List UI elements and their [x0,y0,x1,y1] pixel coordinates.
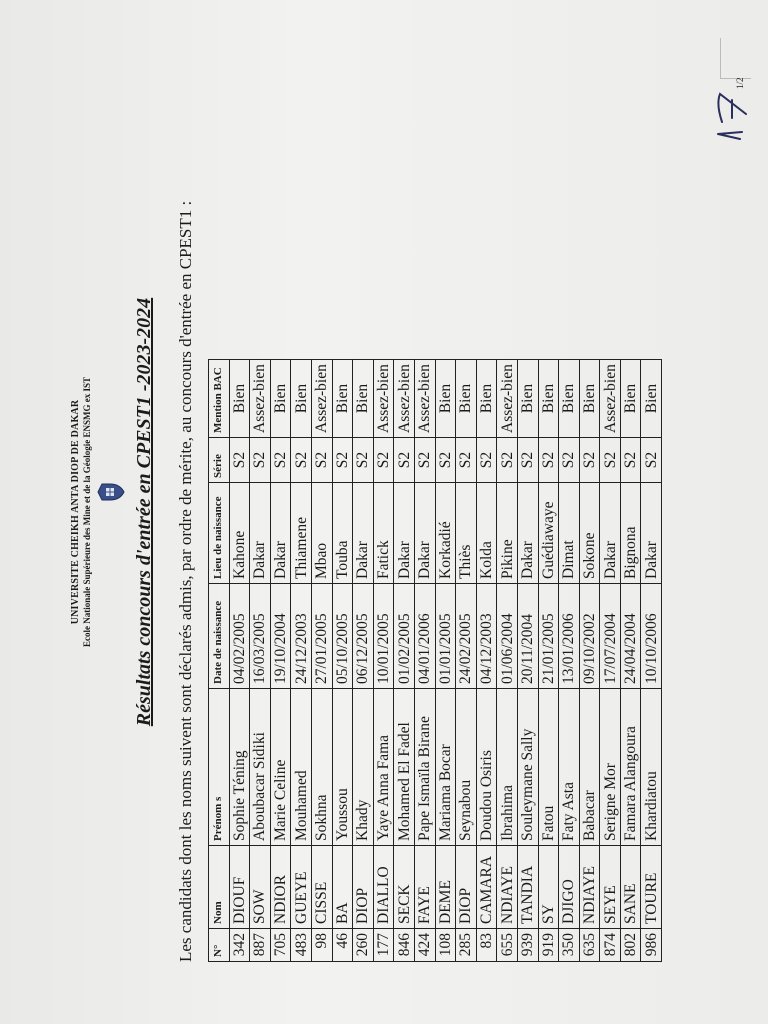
cell-number: 887 [250,929,271,962]
cell-date-naissance: 04/01/2006 [414,584,435,689]
cell-lieu-naissance: Dakar [250,483,271,584]
cell-serie: S2 [291,438,312,483]
cell-mention: Bien [517,360,538,438]
university-name: UNIVERSITE CHEIKH ANTA DIOP DE DAKAR [70,399,81,625]
cell-date-naissance: 16/03/2005 [250,584,271,689]
cell-prenoms: Seynabou [456,689,477,846]
cell-number: 285 [456,929,477,962]
cell-number: 919 [538,929,559,962]
cell-nom: SANE [620,846,641,929]
table-row [332,360,353,962]
cell-serie: S2 [517,438,538,483]
results-table [208,359,662,962]
cell-prenoms: Khardiatou [641,689,662,846]
cell-lieu-naissance: Fatick [373,483,394,584]
cell-mention: Assez-bien [394,360,415,438]
cell-number: 177 [373,929,394,962]
cell-lieu-naissance: Bignona [620,483,641,584]
cell-prenoms: Doudou Osiris [476,689,497,846]
cell-prenoms: Faty Asta [559,689,580,846]
cell-number: 635 [579,929,600,962]
document-title: Résultats concours d'entrée en CPEST1 -2023-2024 [133,297,155,727]
cell-number: 350 [559,929,580,962]
cell-mention: Bien [291,360,312,438]
cell-prenoms: Mariama Bocar [435,689,456,846]
cell-mention: Bien [229,360,250,438]
cell-lieu-naissance: Dakar [641,483,662,584]
cell-serie: S2 [270,438,291,483]
cell-date-naissance: 13/01/2006 [559,584,580,689]
cell-mention: Assez-bien [311,360,332,438]
cell-prenoms: Sokhna [311,689,332,846]
cell-prenoms: Souleymane Sally [517,689,538,846]
table-row [559,360,580,962]
col-header-nom: Nom [209,846,230,929]
cell-prenoms: Mohamed El Fadel [394,689,415,846]
cell-serie: S2 [332,438,353,483]
col-header-date-naissance: Date de naissance [209,584,230,689]
cell-mention: Bien [332,360,353,438]
cell-serie: S2 [229,438,250,483]
cell-serie: S2 [620,438,641,483]
page-number: 1/2 [735,77,745,89]
cell-lieu-naissance: Korkadié [435,483,456,584]
cell-date-naissance: 01/02/2005 [394,584,415,689]
cell-number: 939 [517,929,538,962]
cell-serie: S2 [456,438,477,483]
table-row [435,360,456,962]
cell-nom: CISSE [311,846,332,929]
table-row [600,360,621,962]
table-row [229,360,250,962]
cell-mention: Bien [435,360,456,438]
cell-lieu-naissance: Dakar [394,483,415,584]
university-logo-icon [96,480,126,504]
cell-date-naissance: 27/01/2005 [311,584,332,689]
table-row [394,360,415,962]
col-header-mention-bac: Mention BAC [209,360,230,438]
cell-number: 260 [353,929,374,962]
table-row [620,360,641,962]
cell-number: 483 [291,929,312,962]
table-row [579,360,600,962]
table-row [456,360,477,962]
cell-lieu-naissance: Dimat [559,483,580,584]
table-row [291,360,312,962]
cell-date-naissance: 01/01/2005 [435,584,456,689]
cell-mention: Bien [476,360,497,438]
cell-lieu-naissance: Guédiawaye [538,483,559,584]
table-row [476,360,497,962]
table-row [373,360,394,962]
cell-lieu-naissance: Pikine [497,483,518,584]
cell-lieu-naissance: Kolda [476,483,497,584]
cell-date-naissance: 01/06/2004 [497,584,518,689]
cell-prenoms: Mouhamed [291,689,312,846]
cell-prenoms: Ibrahima [497,689,518,846]
cell-nom: SEYE [600,846,621,929]
cell-nom: FAYE [414,846,435,929]
cell-prenoms: Famara Alangoura [620,689,641,846]
school-name: Ecole Nationale Supérieure des Mine et de la Géologie ENSMG ex IST [82,376,92,648]
cell-serie: S2 [559,438,580,483]
handwritten-mark [710,54,750,144]
cell-date-naissance: 04/12/2003 [476,584,497,689]
table-row [538,360,559,962]
cell-nom: SOW [250,846,271,929]
cell-prenoms: Serigne Mor [600,689,621,846]
cell-number: 705 [270,929,291,962]
cell-mention: Bien [641,360,662,438]
cell-number: 846 [394,929,415,962]
cell-date-naissance: 04/02/2005 [229,584,250,689]
table-row [414,360,435,962]
cell-serie: S2 [250,438,271,483]
cell-serie: S2 [353,438,374,483]
cell-lieu-naissance: Mbao [311,483,332,584]
cell-mention: Assez-bien [497,360,518,438]
cell-prenoms: Marie Celine [270,689,291,846]
cell-prenoms: Aboubacar Sidiki [250,689,271,846]
cell-date-naissance: 05/10/2005 [332,584,353,689]
cell-date-naissance: 09/10/2002 [579,584,600,689]
cell-number: 83 [476,929,497,962]
col-header-lieu-naissance: Lieu de naissance [209,483,230,584]
cell-prenoms: Sophie Téning [229,689,250,846]
table-row [250,360,271,962]
cell-nom: DIOUF [229,846,250,929]
cell-serie: S2 [538,438,559,483]
cell-serie: S2 [394,438,415,483]
cell-prenoms: Khady [353,689,374,846]
cell-number: 342 [229,929,250,962]
cell-nom: DJIGO [559,846,580,929]
cell-mention: Bien [353,360,374,438]
cell-number: 108 [435,929,456,962]
cell-number: 46 [332,929,353,962]
cell-prenoms: Youssou [332,689,353,846]
table-row [311,360,332,962]
cell-mention: Assez-bien [600,360,621,438]
cell-nom: NDIOR [270,846,291,929]
cell-nom: SECK [394,846,415,929]
cell-number: 874 [600,929,621,962]
cell-date-naissance: 10/01/2005 [373,584,394,689]
cell-number: 802 [620,929,641,962]
cell-lieu-naissance: Sokone [579,483,600,584]
cell-mention: Bien [559,360,580,438]
cell-date-naissance: 21/01/2005 [538,584,559,689]
cell-date-naissance: 20/11/2004 [517,584,538,689]
cell-number: 986 [641,929,662,962]
cell-nom: DIALLO [373,846,394,929]
table-row [353,360,374,962]
cell-lieu-naissance: Dakar [270,483,291,584]
cell-nom: CAMARA [476,846,497,929]
table-row [517,360,538,962]
cell-mention: Bien [456,360,477,438]
cell-lieu-naissance: Touba [332,483,353,584]
cell-serie: S2 [414,438,435,483]
table-row [641,360,662,962]
cell-number: 424 [414,929,435,962]
cell-nom: TANDIA [517,846,538,929]
cell-date-naissance: 19/10/2004 [270,584,291,689]
cell-number: 98 [311,929,332,962]
cell-date-naissance: 10/10/2006 [641,584,662,689]
cell-serie: S2 [373,438,394,483]
cell-serie: S2 [497,438,518,483]
cell-serie: S2 [311,438,332,483]
table-header-row [209,360,230,962]
cell-nom: DIOP [353,846,374,929]
cell-nom: DEME [435,846,456,929]
col-header-serie: Série [209,438,230,483]
cell-serie: S2 [600,438,621,483]
cell-mention: Assez-bien [414,360,435,438]
cell-serie: S2 [641,438,662,483]
intro-text: Les candidats dont les noms suivent sont déclarés admis, par ordre de mérite, au concours d'entrée en CPEST1 : [176,200,195,962]
cell-date-naissance: 06/12/2005 [353,584,374,689]
col-header-prenoms: Prénom s [209,689,230,846]
table-row [270,360,291,962]
cell-lieu-naissance: Thiès [456,483,477,584]
col-header-number: N° [209,929,230,962]
cell-lieu-naissance: Dakar [414,483,435,584]
cell-date-naissance: 17/07/2004 [600,584,621,689]
cell-mention: Bien [538,360,559,438]
cell-nom: DIOP [456,846,477,929]
cell-prenoms: Pape Ismaïla Birane [414,689,435,846]
cell-lieu-naissance: Kahone [229,483,250,584]
table-row [497,360,518,962]
cell-date-naissance: 24/02/2005 [456,584,477,689]
cell-mention: Bien [620,360,641,438]
cell-nom: NDIAYE [579,846,600,929]
cell-serie: S2 [476,438,497,483]
cell-serie: S2 [579,438,600,483]
cell-mention: Assez-bien [250,360,271,438]
cell-date-naissance: 24/04/2004 [620,584,641,689]
cell-nom: GUEYE [291,846,312,929]
cell-mention: Assez-bien [373,360,394,438]
cell-prenoms: Fatou [538,689,559,846]
cell-lieu-naissance: Dakar [517,483,538,584]
cell-nom: TOURE [641,846,662,929]
cell-mention: Bien [579,360,600,438]
cell-mention: Bien [270,360,291,438]
cell-prenoms: Babacar [579,689,600,846]
cell-lieu-naissance: Thiamene [291,483,312,584]
cell-date-naissance: 24/12/2003 [291,584,312,689]
cell-number: 655 [497,929,518,962]
cell-lieu-naissance: Dakar [600,483,621,584]
cell-nom: NDIAYE [497,846,518,929]
cell-nom: SY [538,846,559,929]
cell-serie: S2 [435,438,456,483]
cell-lieu-naissance: Dakar [353,483,374,584]
cell-nom: BA [332,846,353,929]
cell-prenoms: Yaye Anna Fama [373,689,394,846]
